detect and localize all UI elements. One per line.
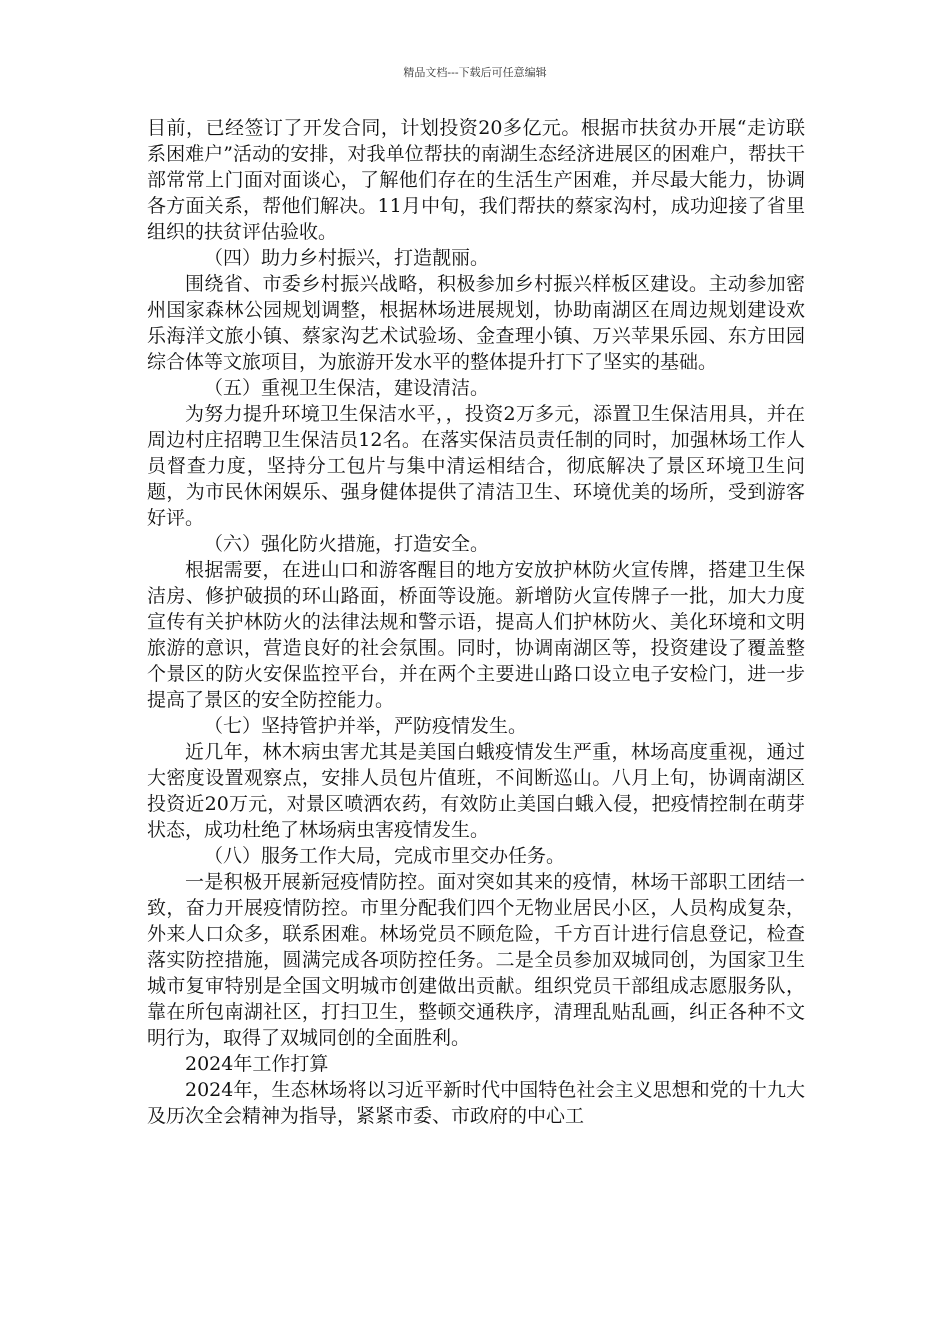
section-heading: （六）强化防火措施，打造安全。 xyxy=(204,533,490,555)
page-header-watermark: 精品文档---下载后可任意编辑 xyxy=(403,66,547,79)
section-heading: （八）服务工作大局，完成市里交办任务。 xyxy=(204,845,566,867)
section-heading: （五）重视卫生保洁，建设清洁。 xyxy=(204,377,490,399)
paragraph: 为努力提升环境卫生保洁水平，，投资2万多元，添置卫生保洁用具，并在周边村庄招聘卫生保洁员12名。在落实保洁员责任制的同时，加强林场工作人员督查力度，坚持分工包片与集中清运相结合，彻底解决了景区环境卫生问题，为市民休闲娱乐、强身健体提供了清洁卫生、环境优美的场所，受到游客好评。 xyxy=(147,403,805,529)
paragraph: 2024年，生态林场将以习近平新时代中国特色社会主义思想和党的十九大及历次全会精神为指导，紧紧市委、市政府的中心工 xyxy=(147,1079,805,1127)
section-heading: （七）坚持管护并举，严防疫情发生。 xyxy=(204,715,528,737)
document-body xyxy=(147,115,805,1129)
paragraph: 一是积极开展新冠疫情防控。面对突如其来的疫情，林场干部职工团结一致，奋力开展疫情防控。市里分配我们四个无物业居民小区，人员构成复杂，外来人口众多，联系困难。林场党员不顾危险，千方百计进行信息登记，检查落实防控措施，圆满完成各项防控任务。二是全员参加双城同创，为国家卫生城市复审特别是全国文明城市创建做出贡献。组织党员干部组成志愿服务队，靠在所包南湖社区，打扫卫生，整顿交通秩序，清理乱贴乱画，纠正各种不文明行为，取得了双城同创的全面胜利。 xyxy=(147,871,805,1049)
plan-heading: 2024年工作打算 xyxy=(185,1053,329,1075)
paragraph: 根据需要，在进山口和游客醒目的地方安放护林防火宣传牌，搭建卫生保洁房、修护破损的环山路面，桥面等设施。新增防火宣传牌子一批，加大力度宣传有关护林防火的法律法规和警示语，提高人们护林防火、美化环境和文明旅游的意识，营造良好的社会氛围。同时，协调南湖区等，投资建设了覆盖整个景区的防火安保监控平台，并在两个主要进山路口设立电子安检门，进一步提高了景区的安全防控能力。 xyxy=(147,559,805,711)
paragraph: 近几年，林木病虫害尤其是美国白蛾疫情发生严重，林场高度重视，通过大密度设置观察点，安排人员包片值班，不间断巡山。八月上旬，协调南湖区投资近20万元，对景区喷洒农药，有效防止美国白蛾入侵，把疫情控制在萌芽状态，成功杜绝了林场病虫害疫情发生。 xyxy=(147,741,805,841)
section-heading: （四）助力乡村振兴，打造靓丽。 xyxy=(204,247,490,269)
paragraph: 目前，已经签订了开发合同，计划投资20多亿元。根据市扶贫办开展“走访联系困难户”活动的安排，对我单位帮扶的南湖生态经济进展区的困难户，帮扶干部常常上门面对面谈心，了解他们存在的生活生产困难，并尽最大能力，协调各方面关系，帮他们解决。11月中旬，我们帮扶的蔡家沟村，成功迎接了省里组织的扶贫评估验收。 xyxy=(147,117,805,243)
paragraph: 围绕省、市委乡村振兴战略，积极参加乡村振兴样板区建设。主动参加密州国家森林公园规划调整，根据林场进展规划，协助南湖区在周边规划建设欢乐海洋文旅小镇、蔡家沟艺术试验场、金查理小镇、万兴苹果乐园、东方田园综合体等文旅项目，为旅游开发水平的整体提升打下了坚实的基础。 xyxy=(147,273,805,373)
